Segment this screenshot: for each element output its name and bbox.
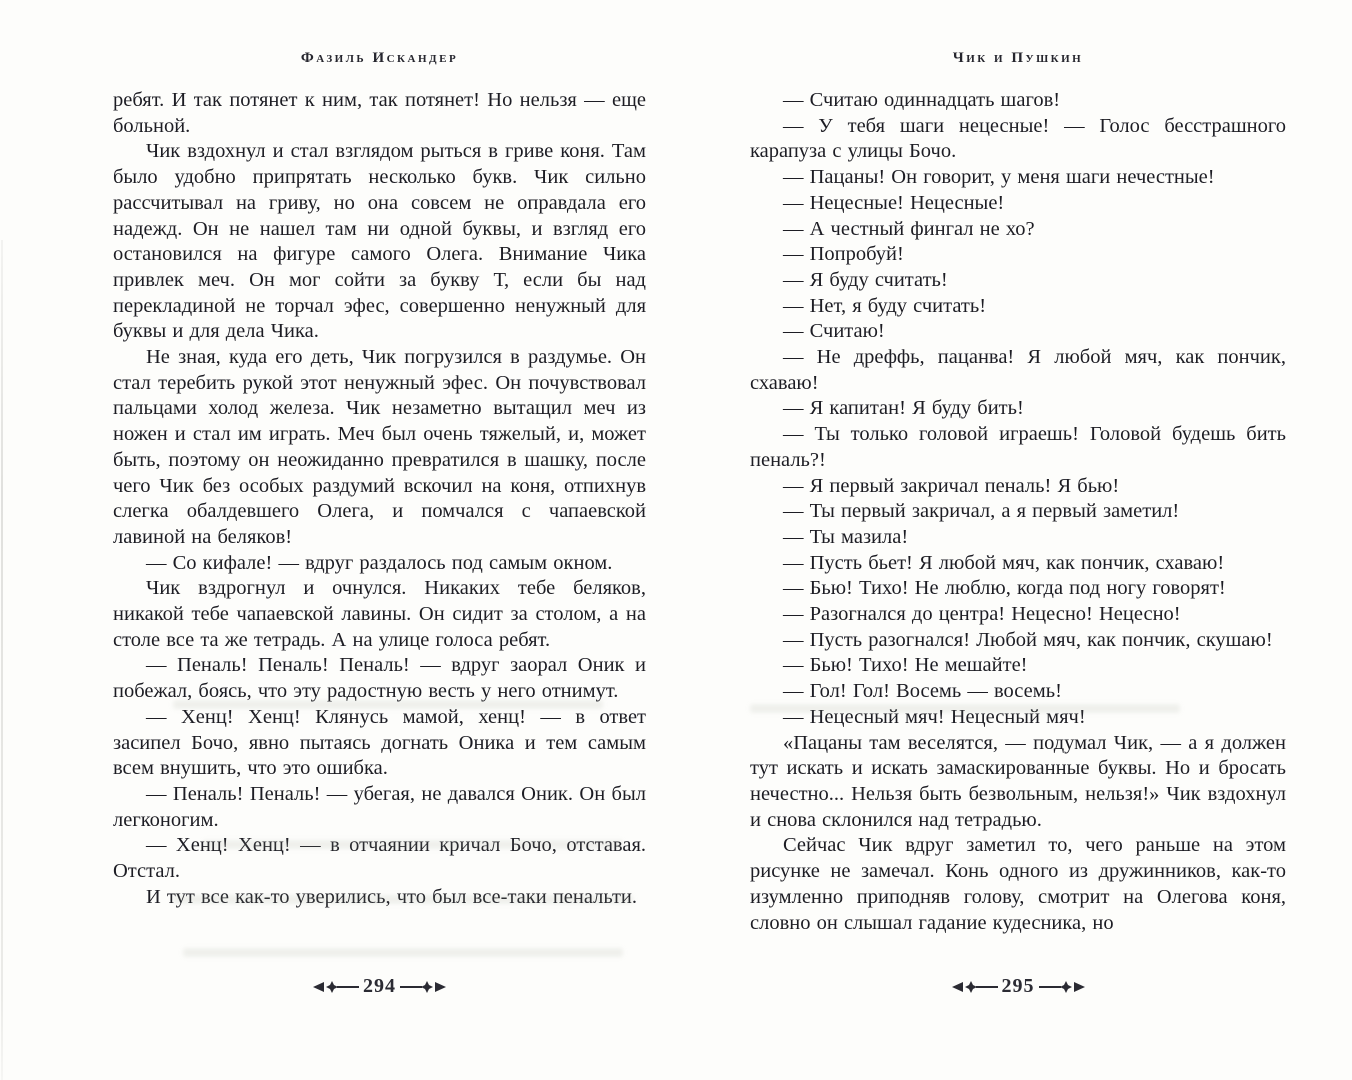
paragraph: — Гол! Гол! Восемь — восемь!	[783, 680, 1062, 703]
folio-ornament-left-icon	[952, 980, 998, 994]
folio-ornament-right-icon	[1039, 980, 1085, 994]
page-number: 295	[1001, 975, 1035, 997]
paragraph: — Нецесный мяч! Нецесный мяч!	[783, 705, 1086, 728]
paragraph: — Я первый закричал пеналь! Я бью!	[783, 474, 1120, 497]
paragraph: Не зная, куда его деть, Чик погрузился в раздумье. Он стал теребить рукой этот ненужный эфес. Он почувствовал пальцами холод железа. Чик незаметно вытащил меч из ножен и стал им играть. Меч был очень тяжелый, и, может быть, поэтому он неожиданно превратился в шашку, после чего Чик без особых раздумий вскочил на коня, отпихнув слегка обалдевшего Олега, и помчался с чапаевской лавиной на беляков!	[113, 346, 646, 548]
paragraph: — Пацаны! Он говорит, у меня шаги нечестные!	[783, 166, 1215, 189]
page-footer-left	[113, 975, 646, 998]
folio-ornament-left-icon	[313, 980, 359, 994]
paragraph: — Я буду считать!	[783, 268, 948, 291]
paragraph: И тут все как-то уверились, что был все-таки пенальти.	[146, 885, 638, 908]
paragraph: «Пацаны там веселятся, — подумал Чик, — а я должен тут искать и искать замаскированные буквы. Но и бросать нечестно... Нельзя быть безвольным, нельзя!» Чик вздохнул и снова склонился над тетрадью.	[750, 731, 1286, 831]
paragraph: — Я капитан! Я буду бить!	[783, 397, 1024, 420]
paragraph: — Не дреффь, пацанва! Я любой мяч, как пончик, схаваю!	[750, 346, 1286, 394]
page-footer-right	[750, 975, 1286, 998]
page-body-left	[113, 88, 646, 911]
paragraph: Чик вздрогнул и очнулся. Никаких тебе беляков, никакой тебе чапаевской лавины. Он сидит за столом, а на столе все та же тетрадь. А на улице голоса ребят.	[113, 577, 646, 651]
paragraph: — Считаю!	[783, 320, 885, 343]
paragraph: — Пеналь! Пеналь! — убегая, не давался Оник. Он был легконогим.	[113, 782, 646, 831]
paragraph: ребят. И так потянет к ним, так потянет! Но нельзя — еще больной.	[113, 89, 646, 137]
page-number: 294	[363, 975, 396, 997]
paragraph: — Нецесные! Нецесные!	[783, 191, 1005, 214]
paragraph: — Хенц! Хенц! — в отчаянии кричал Бочо, отставая. Отстал.	[113, 834, 646, 883]
paragraph: — Бью! Тихо! Не люблю, когда под ногу говорят!	[783, 577, 1226, 600]
paragraph: — Считаю одиннадцать шагов!	[783, 89, 1061, 111]
paragraph: — Со кифале! — вдруг раздалось под самым окном.	[146, 551, 613, 574]
paragraph: Сейчас Чик вдруг заметил то, чего раньше на этом рисунке не замечал. Конь одного из дружинников, как-то изумленно приподняв голову, смотрит на Олегова коня, словно он слышал гадание кудесника, но	[750, 834, 1286, 934]
page-right	[750, 0, 1286, 1080]
show-through-artifact	[183, 948, 623, 957]
paragraph: — Бью! Тихо! Не мешайте!	[783, 654, 1028, 677]
paragraph: — А честный фингал не хо?	[783, 217, 1035, 240]
paragraph: — Пеналь! Пеналь! Пеналь! — вдруг заорал Оник и побежал, боясь, что эту радостную весть у него отнимут.	[113, 654, 646, 703]
paragraph: — Попробуй!	[783, 243, 904, 266]
paragraph: — Разогнался до центра! Нецесно! Нецесно!	[783, 603, 1181, 626]
scan-edge-artifact	[1, 240, 3, 1080]
paragraph: — Нет, я буду считать!	[783, 294, 987, 317]
paragraph: — У тебя шаги нецесные! — Голос бесстрашного карапуза с улицы Бочо.	[750, 114, 1286, 163]
running-head-author: Фазиль Искандер	[300, 50, 459, 66]
paragraph: Чик вздохнул и стал взглядом рыться в гриве коня. Там было удобно припрятать несколько букв. Чик сильно рассчитывал на гриву, но она совсем не оправдала его надежд. Он не нашел там ни одной буквы, и взгляд его остановился на фигуре самого Олега. Внимание Чика привлек меч. Он мог сойти за букву Т, если бы над перекладиной не торчал эфес, совершенно ненужный для буквы и для дела Чика.	[113, 140, 646, 343]
paragraph: — Ты первый закричал, а я первый заметил!	[783, 500, 1180, 523]
paragraph: — Пусть разогнался! Любой мяч, как пончик, скушаю!	[783, 628, 1273, 651]
folio-ornament-right-icon	[400, 980, 446, 994]
paragraph: — Хенц! Хенц! Клянусь мамой, хенц! — в ответ засипел Бочо, явно пытаясь догнать Оника и тем самым всем внушить, что это ошибка.	[113, 705, 646, 780]
running-head-title: Чик и Пушкин	[952, 50, 1084, 66]
page-left	[113, 0, 646, 1080]
paragraph: — Ты мазила!	[783, 525, 909, 548]
paragraph: — Пусть бьет! Я любой мяч, как пончик, схаваю!	[783, 551, 1225, 574]
paragraph: — Ты только головой играешь! Головой будешь бить пеналь?!	[750, 423, 1286, 471]
page-body-right	[750, 88, 1286, 936]
